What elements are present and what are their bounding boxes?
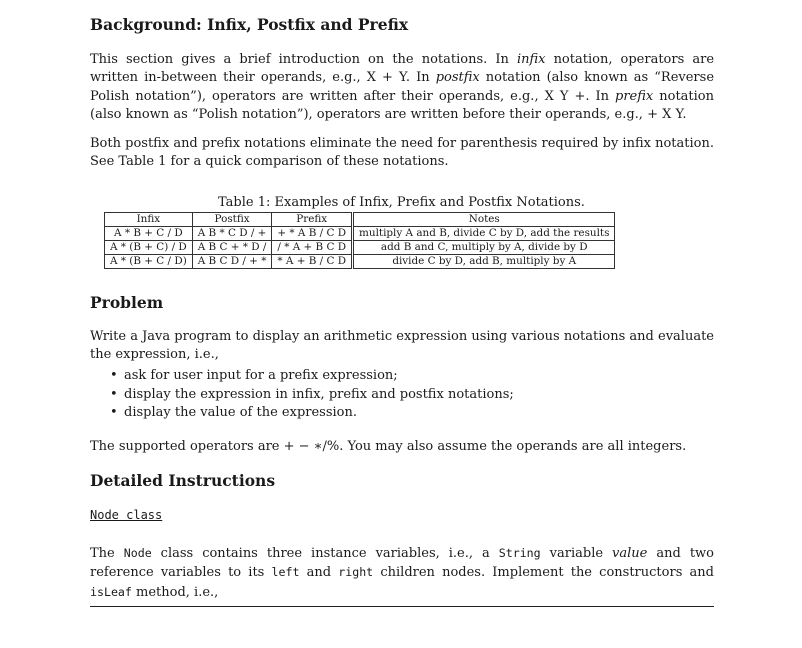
cell-postfix: A B * C D / + (192, 227, 272, 241)
list-item: • display the value of the expression. (110, 404, 514, 423)
cell-infix: A * (B + C / D) (105, 255, 193, 269)
table-row (105, 255, 615, 269)
cell-notes: multiply A and B, divide C by D, add the results (353, 227, 615, 241)
cell-postfix: A B C + * D / (192, 241, 272, 255)
node-class-subheading: Node class (90, 508, 163, 522)
background-heading: Background: Infix, Postfix and Prefix (90, 15, 409, 34)
cell-postfix: A B C D / + * (192, 255, 272, 269)
table-caption: Table 1: Examples of Infix, Prefix and Postfix Notations. (218, 195, 585, 210)
cell-prefix: + * A B / C D (272, 227, 353, 241)
background-paragraph-2: Both postfix and prefix notations eliminate the need for parenthesis required by infix notation. See Table 1 for a quick comparison of these notations. (90, 136, 714, 170)
cell-prefix: / * A + B C D (272, 241, 353, 255)
cell-notes: add B and C, multiply by A, divide by D (353, 241, 615, 255)
problem-heading: Problem (90, 293, 164, 312)
header-postfix: Postfix (192, 213, 272, 227)
cell-prefix: * A + B / C D (272, 255, 353, 269)
problem-intro: Write a Java program to display an arithmetic expression using various notations and evaluate the expression, i.e., (90, 329, 714, 363)
background-paragraph-1: This section gives a brief introduction on the notations. In infix notation, operators are written in-between their operands, e.g., X + Y. In postfix notation (also known as “Reverse Polish notation”), operators are written after their operands, e.g., X Y +. In prefix notation (also known as “Polish notation”), operators are written before their operands, e.g., + X Y. (90, 52, 715, 123)
cell-infix: A * (B + C) / D (105, 241, 193, 255)
cell-infix: A * B + C / D (105, 227, 193, 241)
list-item: • display the expression in infix, prefix and postfix notations; (110, 386, 514, 405)
supported-operators: The supported operators are + − ∗/%. You may also assume the operands are all integers. (90, 439, 687, 454)
table-row (105, 227, 615, 241)
table-row (105, 241, 615, 255)
table-header-row (105, 213, 615, 227)
instructions-heading: Detailed Instructions (90, 471, 276, 490)
problem-bullet-list (110, 367, 514, 423)
header-prefix: Prefix (272, 213, 353, 227)
horizontal-rule (90, 606, 714, 607)
node-class-paragraph: The Node class contains three instance variables, i.e., a String variable value and two reference variables to its left and right children nodes. Implement the constructors and isLeaf method, i.e., (90, 546, 714, 600)
cell-notes: divide C by D, add B, multiply by A (353, 255, 615, 269)
list-item: • ask for user input for a prefix expression; (110, 367, 514, 386)
header-notes: Notes (353, 213, 615, 227)
notations-table (104, 212, 615, 269)
header-infix: Infix (105, 213, 193, 227)
